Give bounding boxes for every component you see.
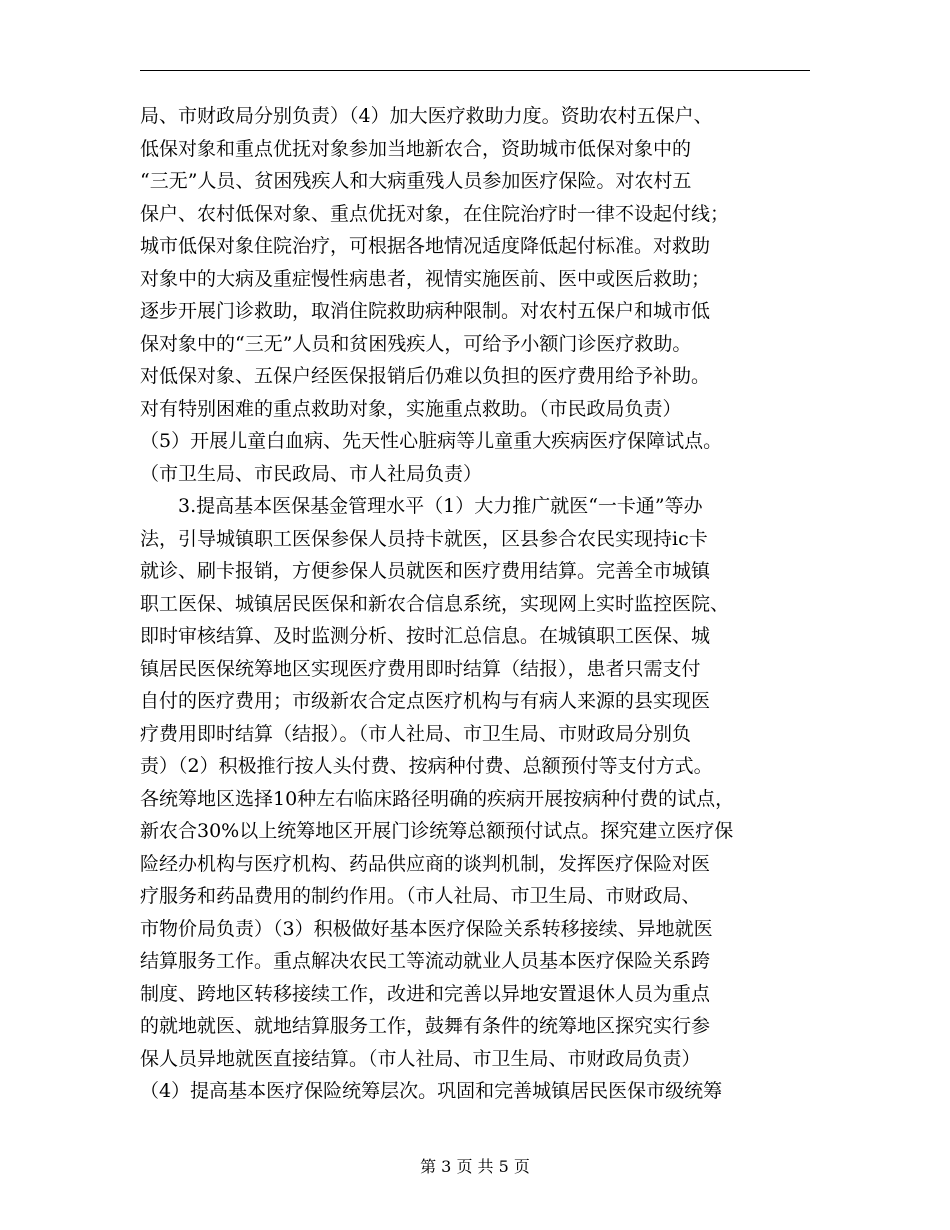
text-line-2: 低保对象和重点优抚对象参加当地新农合，资助城市低保对象中的 [140,137,692,160]
text-line-31: （4）提高基本医疗保险统筹层次。巩固和完善城镇居民医保市级统筹 [140,1080,723,1102]
page-number: 第 3 页 共 5 页 [420,1157,530,1176]
text-line-25: 疗服务和药品费用的制约作用。（市人社局、市卫生局、市财政局、 [140,885,701,907]
text-line-15: 就诊、刷卡报销，方便参保人员就医和医疗费用结算。完善全市城镇 [140,560,711,582]
text-line-13: 3.提高基本医保基金管理水平（1）大力推广就医“一卡通”等办 [178,495,703,517]
text-line-29: 的就地就医、就地结算服务工作，鼓舞有条件的统筹地区探究实行参 [140,1015,711,1037]
text-line-16: 职工医保、城镇居民医保和新农合信息系统，实现网上实时监控医院、 [140,592,730,615]
text-line-4: 保户、农村低保对象、重点优抚对象，在住院治疗时一律不设起付线； [140,202,730,225]
text-line-24: 险经办机构与医疗机构、药品供应商的谈判机制，发挥医疗保险对医 [140,852,711,875]
text-line-27: 结算服务工作。重点解决农民工等流动就业人员基本医疗保险关系跨 [140,950,711,972]
document-body [140,100,810,1108]
text-line-21: 责）（2）积极推行按人头付费、按病种付费、总额预付等支付方式。 [140,755,713,777]
header-rule [140,70,810,71]
text-line-3: “三无”人员、贫困残疾人和大病重残人员参加医疗保险。对农村五 [140,170,692,192]
text-line-20: 疗费用即时结算（结报）。（市人社局、市卫生局、市财政局分别负 [140,722,692,745]
text-line-23: 新农合30%以上统筹地区开展门诊统筹总额预付试点。探究建立医疗保 [140,820,734,842]
text-line-12: （市卫生局、市民政局、市人社局负责） [140,462,483,485]
text-line-14: 法，引导城镇职工医保参保人员持卡就医，区县参合农民实现持ic卡 [140,527,708,550]
text-line-5: 城市低保对象住院治疗，可根据各地情况适度降低起付标准。对救助 [140,235,711,257]
text-line-8: 保对象中的“三无”人员和贫困残疾人，可给予小额门诊医疗救助。 [140,332,692,355]
text-line-28: 制度、跨地区转移接续工作，改进和完善以异地安置退休人员为重点 [140,982,711,1005]
text-line-9: 对低保对象、五保户经医保报销后仍难以负担的医疗费用给予补助。 [140,365,711,387]
text-line-26: 市物价局负责）（3）积极做好基本医疗保险关系转移接续、异地就医 [140,917,713,940]
text-line-1: 局、市财政局分别负责）（4）加大医疗救助力度。资助农村五保户、 [140,105,713,127]
text-line-30: 保人员异地就医直接结算。（市人社局、市卫生局、市财政局负责） [140,1047,701,1070]
text-line-6: 对象中的大病及重症慢性病患者，视情实施医前、医中或医后救助； [140,267,711,290]
text-line-17: 即时审核结算、及时监测分析、按时汇总信息。在城镇职工医保、城 [140,625,711,647]
text-line-22: 各统筹地区选择10种左右临床路径明确的疾病开展按病种付费的试点， [140,787,735,810]
text-line-18: 镇居民医保统筹地区实现医疗费用即时结算（结报），患者只需支付 [140,657,701,680]
text-line-19: 自付的医疗费用；市级新农合定点医疗机构与有病人来源的县实现医 [140,690,711,712]
text-line-7: 逐步开展门诊救助，取消住院救助病种限制。对农村五保户和城市低 [140,300,711,322]
text-line-10: 对有特别困难的重点救助对象，实施重点救助。（市民政局负责） [140,397,682,420]
text-line-11: （5）开展儿童白血病、先天性心脏病等儿童重大疾病医疗保障试点。 [140,430,723,452]
